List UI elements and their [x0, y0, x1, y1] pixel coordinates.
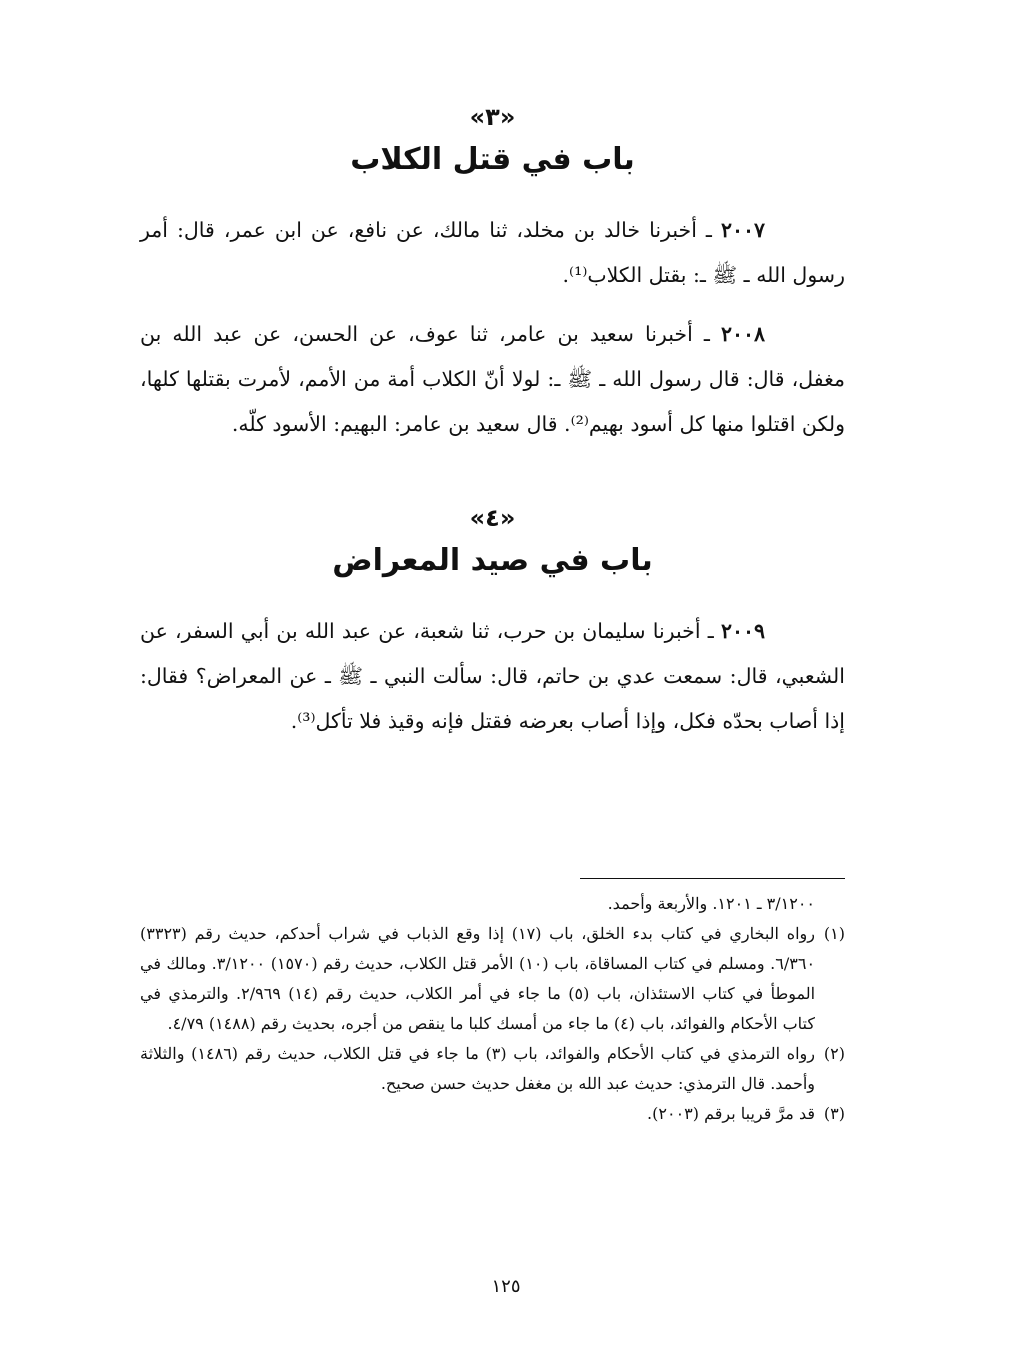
footnotes [140, 889, 845, 1129]
book-page [140, 100, 845, 1129]
footnote [140, 919, 845, 1039]
section-number: «٤» [469, 504, 516, 532]
footnote-mark: (١) [823, 924, 845, 943]
footnote-mark: (٣) [823, 1104, 845, 1123]
hadith-text: ـ أخبرنا سعيد بن عامر، ثنا عوف، عن الحسن، عن عبد الله بن مغفل، قال: قال رسول الله ـ ﷺ ـ: لولا أنّ الكلاب أمة من الأمم، لأمرت بقتلها كلها، ولكن اقتلوا منها كل أسود بهيم⁽²⁾. قال سعيد بن عامر: البهيم: الأسود كلّه. [140, 322, 845, 436]
footnote-text: رواه البخاري في كتاب بدء الخلق، باب (١٧) إذا وقع الذباب في شراب أحدكم، حديث رقم (٣٣٢٣) ٦/٣٦٠. ومسلم في كتاب المساقاة، باب (١٠) الأمر قتل الكلاب، حديث رقم (١٥٧٠) ٣/١٢٠٠. ومالك في الموطأ في كتاب الاستئذان، باب (٥) ما جاء في أمر الكلاب، حديث رقم (١٤) ٢/٩٦٩. والترمذي في كتاب الأحكام والفوائد، باب (٤) ما جاء من أمسك كلبا ما ينقص من أجره، بحديث رقم (١٤٨٨) ٤/٧٩. [140, 924, 816, 1033]
hadith-text: ـ أخبرنا سليمان بن حرب، ثنا شعبة، عن عبد الله بن أبي السفر، عن الشعبي، قال: سمعت عدي بن حاتم، قال: سألت النبي ـ ﷺ ـ عن المعراض؟ فقال: إذا أصاب بحدّه فكل، وإذا أصاب بعرضه فقتل فإنه وقيذ فلا تأكل⁽³⁾. [140, 619, 845, 733]
hadith-number: ٢٠٠٩ [720, 619, 765, 643]
footnote-mark: (٢) [823, 1044, 845, 1063]
footnote [140, 1099, 845, 1129]
hadith-number: ٢٠٠٧ [720, 218, 765, 242]
hadith-paragraph [140, 312, 845, 447]
spacer [140, 461, 845, 501]
hadith-paragraph [140, 208, 845, 298]
footnote-separator [580, 878, 845, 879]
spacer [140, 758, 845, 878]
hadith-text: ـ أخبرنا خالد بن مخلد، ثنا مالك، عن نافع، عن ابن عمر، قال: أمر رسول الله ـ ﷺ ـ: بقتل الكلاب⁽¹⁾. [140, 218, 845, 287]
section-title: باب في قتل الكلاب [350, 142, 635, 177]
hadith-paragraph [140, 609, 845, 744]
hadith-number: ٢٠٠٨ [720, 322, 765, 346]
footnote [140, 1039, 845, 1099]
footnote-text: قد مرَّ قريبا برقم (٢٠٠٣). [647, 1104, 815, 1123]
section-number: «٣» [469, 103, 516, 131]
footnote-carryover: ٣/١٢٠٠ ـ ١٢٠١. والأربعة وأحمد. [607, 894, 815, 913]
footnote-text: رواه الترمذي في كتاب الأحكام والفوائد، باب (٣) ما جاء في قتل الكلاب، حديث رقم (١٤٨٦) والثلاثة وأحمد. قال الترمذي: حديث عبد الله بن مغفل حديث حسن صحيح. [140, 1044, 816, 1093]
page-number: ١٢٥ [491, 1276, 521, 1297]
section-title: باب في صيد المعراض [332, 543, 653, 578]
